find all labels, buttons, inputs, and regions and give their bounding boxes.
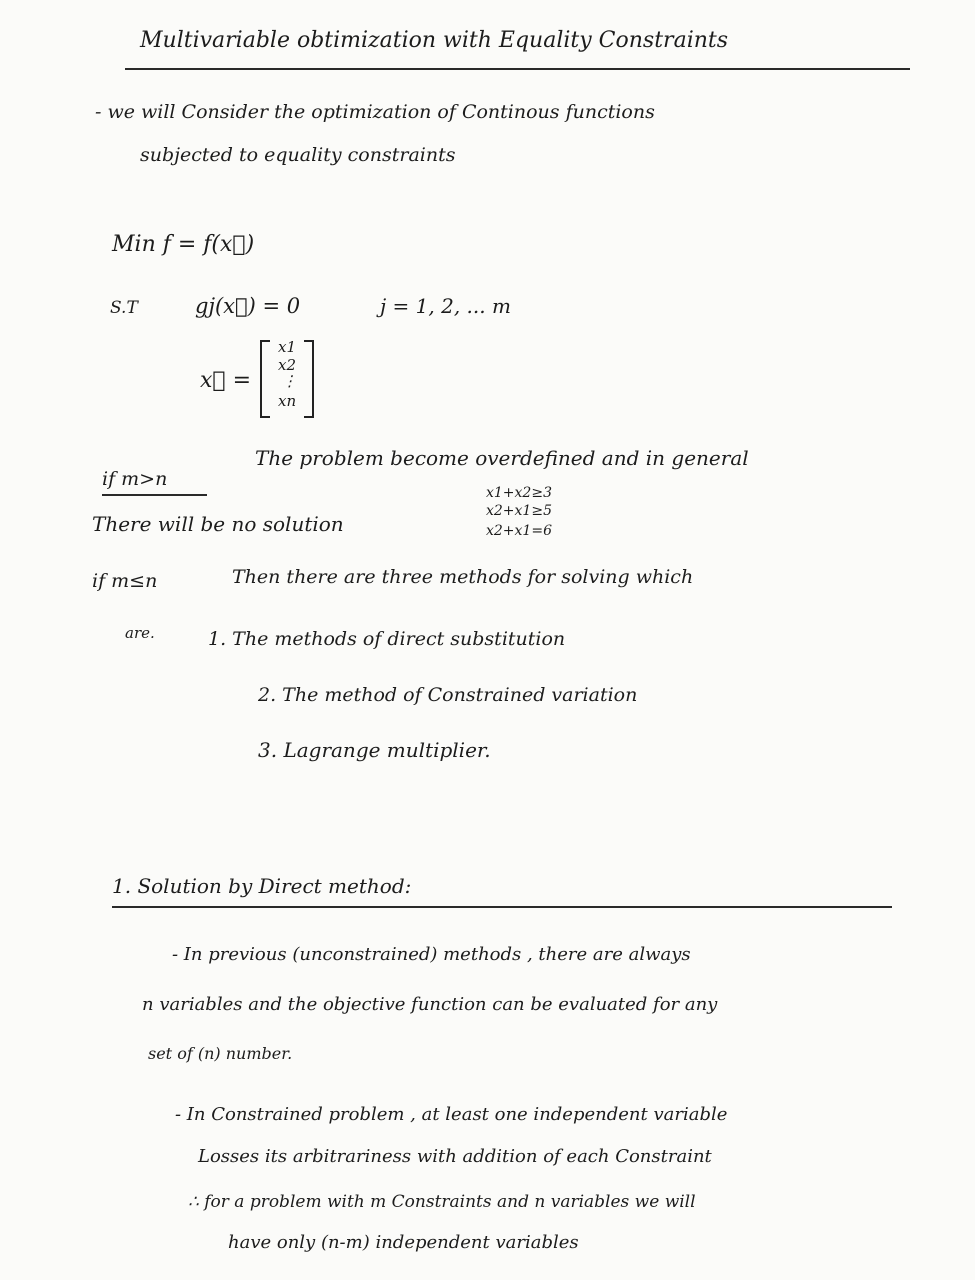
section-p3-line-1: ∴ for a problem with m Constraints and n variables we will xyxy=(188,1192,696,1212)
vector-entry-4: xn xyxy=(278,392,297,410)
st-label: S.T xyxy=(110,298,138,318)
vector-bracket-right xyxy=(304,340,314,418)
constraint-eq: gj(x⃗) = 0 xyxy=(195,294,301,318)
vector-bracket-left xyxy=(260,340,270,418)
vector-entry-1: x1 xyxy=(278,338,297,356)
vector-entry-3: ⋮ xyxy=(282,372,297,390)
section-p2-line-1: - In Constrained problem , at least one independent variable xyxy=(175,1104,728,1125)
section-underline xyxy=(112,906,892,908)
case1-example-1: x1+x2≥3 xyxy=(486,485,552,501)
case1-text: The problem become overdefined and in general xyxy=(255,446,749,470)
section-heading: 1. Solution by Direct method: xyxy=(112,874,412,898)
section-p3-line-2: have only (n-m) independent variables xyxy=(228,1232,579,1253)
case1-underline xyxy=(102,494,207,496)
case2-text: Then there are three methods for solving which xyxy=(232,566,694,588)
case2-condition: if m≤n xyxy=(92,570,158,592)
title-underline xyxy=(125,68,910,70)
section-p1-line-3: set of (n) number. xyxy=(148,1044,293,1063)
section-p1-line-1: - In previous (unconstrained) methods , there are always xyxy=(172,944,691,965)
method-1: 1. The methods of direct substitution xyxy=(208,628,566,650)
intro-line-2: subjected to equality constraints xyxy=(140,144,456,166)
objective: Min f = f(x⃗) xyxy=(112,232,255,257)
page-title: Multivariable obtimization with Equality Constraints xyxy=(140,28,729,53)
case1-example-2: x2+x1≥5 xyxy=(486,503,552,519)
case2-continuation: are. xyxy=(125,624,155,642)
constraint-index: j = 1, 2, ... m xyxy=(380,294,511,318)
method-2: 2. The method of Constrained variation xyxy=(258,684,638,706)
case1-example-3: x2+x1=6 xyxy=(486,523,552,539)
method-3: 3. Lagrange multiplier. xyxy=(258,738,491,762)
vector-lhs: x⃗ = xyxy=(200,368,252,393)
intro-line-1: - we will Consider the optimization of Continous functions xyxy=(95,101,655,123)
case1-condition: if m>n xyxy=(102,468,168,490)
vector-entry-2: x2 xyxy=(278,356,297,374)
section-p1-line-2: n variables and the objective function can be evaluated for any xyxy=(142,994,718,1015)
section-p2-line-2: Losses its arbitrariness with addition of each Constraint xyxy=(198,1146,712,1167)
case1-result: There will be no solution xyxy=(92,512,344,536)
